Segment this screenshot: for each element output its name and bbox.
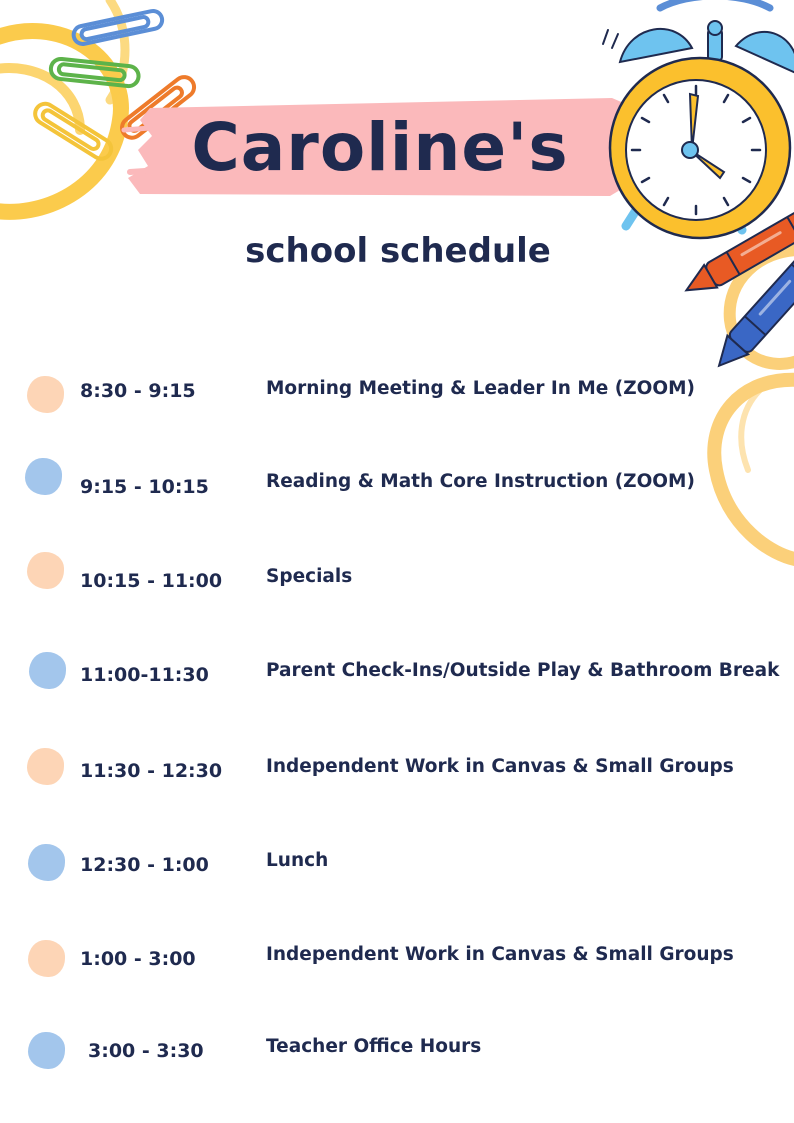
schedule-activity: Reading & Math Core Instruction (ZOOM) [266, 471, 695, 492]
schedule-time: 8:30 - 9:15 [80, 380, 196, 402]
yellow-ring-icon [0, 0, 125, 212]
page-subtitle: school schedule [245, 231, 551, 271]
bullet-dot-icon [28, 1032, 65, 1069]
schedule-activity: Parent Check-Ins/Outside Play & Bathroom Break [266, 660, 780, 681]
schedule-activity: Independent Work in Canvas & Small Groups [266, 944, 734, 965]
page-title: Caroline's [191, 109, 569, 186]
schedule-time: 11:00-11:30 [80, 664, 209, 686]
schedule-row [0, 376, 794, 426]
bullet-dot-icon [27, 552, 64, 589]
alarm-clock-icon [603, 0, 794, 238]
bullet-dot-icon [27, 748, 64, 785]
schedule-activity: Independent Work in Canvas & Small Groups [266, 756, 734, 777]
schedule-row [0, 660, 794, 710]
schedule-time: 12:30 - 1:00 [80, 854, 209, 876]
schedule-time: 1:00 - 3:00 [80, 948, 196, 970]
bullet-dot-icon [28, 940, 65, 977]
schedule-activity: Lunch [266, 850, 329, 871]
schedule-time: 9:15 - 10:15 [80, 476, 209, 498]
bullet-dot-icon [27, 376, 64, 413]
schedule-row [0, 472, 794, 522]
schedule-row [0, 566, 794, 616]
schedule-time: 10:15 - 11:00 [80, 570, 223, 592]
schedule-activity: Specials [266, 566, 353, 587]
schedule-time: 3:00 - 3:30 [88, 1040, 204, 1062]
schedule-row [0, 944, 794, 994]
bullet-dot-icon [25, 458, 62, 495]
schedule-time: 11:30 - 12:30 [80, 760, 223, 782]
schedule-activity: Teacher Office Hours [266, 1036, 482, 1057]
schedule-row [0, 1036, 794, 1086]
schedule-activity: Morning Meeting & Leader In Me (ZOOM) [266, 378, 695, 399]
schedule-row [0, 850, 794, 900]
schedule-row [0, 756, 794, 806]
bullet-dot-icon [29, 652, 66, 689]
bullet-dot-icon [28, 844, 65, 881]
